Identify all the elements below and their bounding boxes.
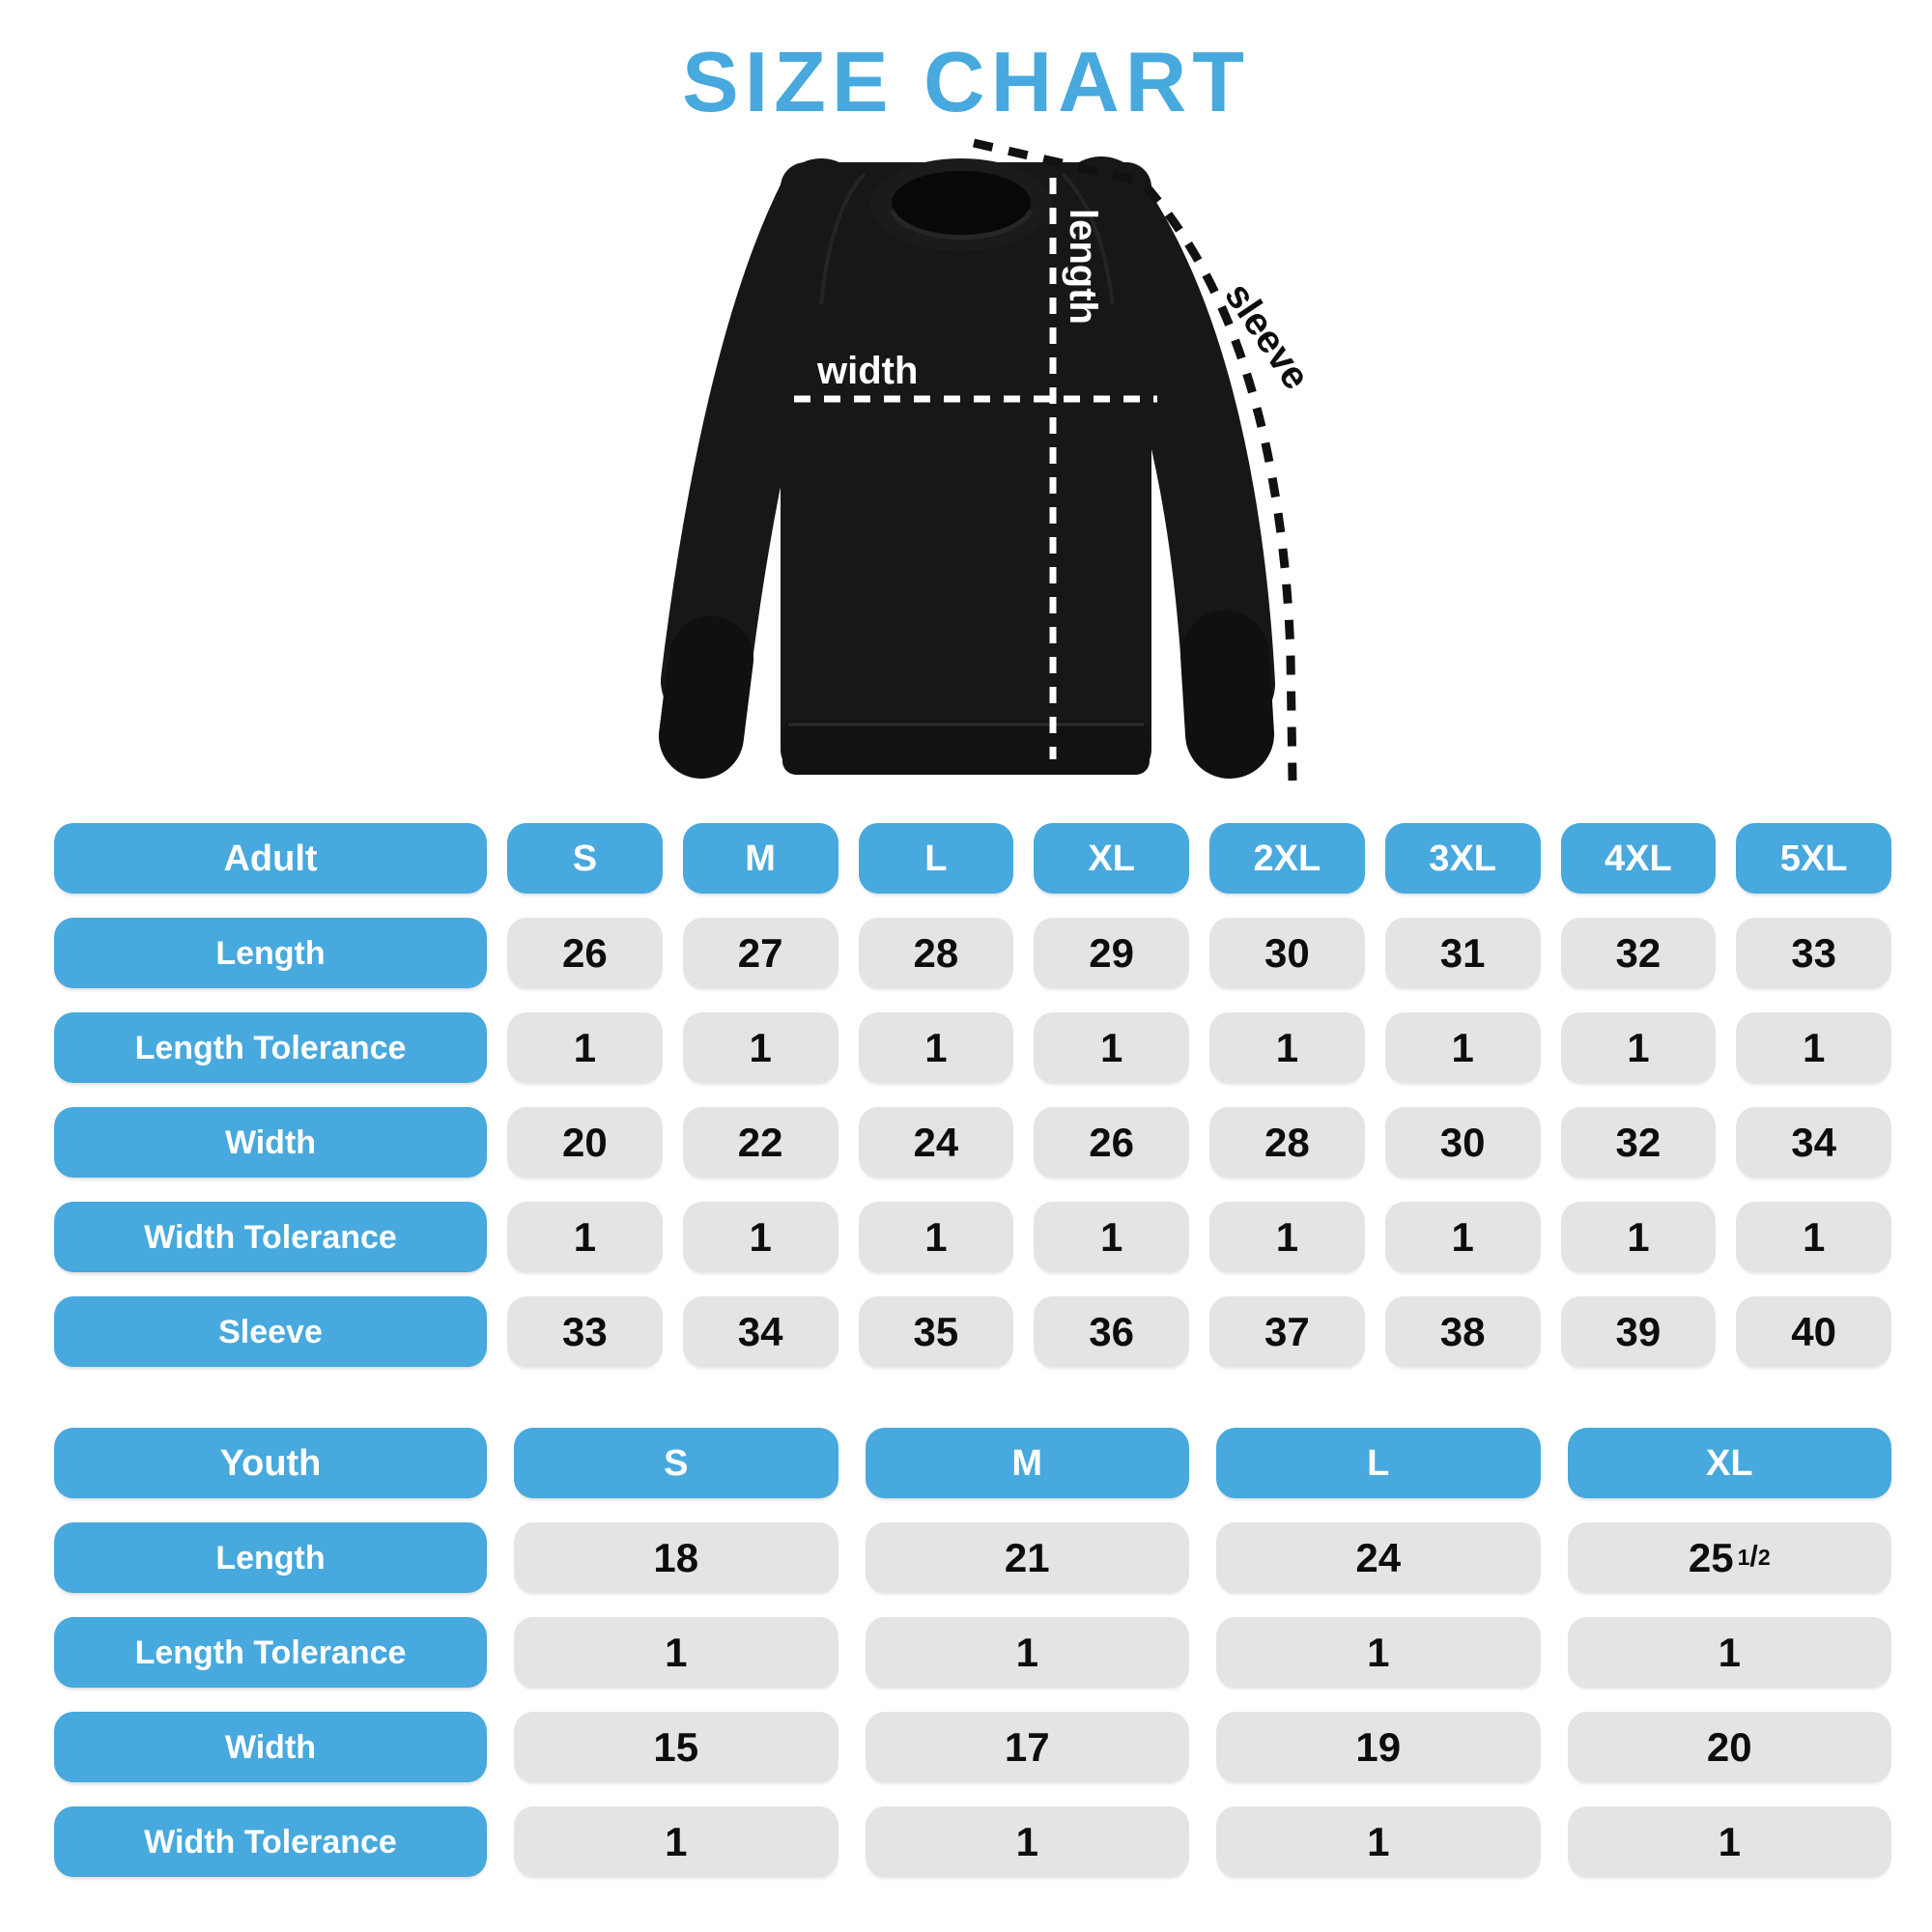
size-value: 1 [1209, 1202, 1365, 1272]
column-header-l: L [859, 823, 1014, 894]
youth-size-table [54, 1428, 1891, 1877]
size-value: 28 [859, 918, 1014, 988]
size-value: 1 [1561, 1202, 1717, 1272]
size-value: 20 [507, 1107, 663, 1178]
size-value: 24 [1216, 1522, 1541, 1593]
column-header-5xl: 5XL [1736, 823, 1891, 894]
sleeve-measure-label: sleeve [1216, 274, 1319, 397]
size-value: 31 [1385, 918, 1541, 988]
size-value: 1 [1736, 1202, 1891, 1272]
column-header-3xl: 3XL [1385, 823, 1541, 894]
sweatshirt-measurement-diagram [541, 106, 1372, 802]
size-value: 1 [683, 1202, 838, 1272]
size-value: 1 [1385, 1012, 1541, 1083]
size-value: 1 [1216, 1806, 1541, 1877]
row-label-sleeve: Sleeve [54, 1296, 487, 1367]
size-value: 26 [1034, 1107, 1189, 1178]
size-value: 20 [1568, 1712, 1892, 1782]
size-value: 1 [1736, 1012, 1891, 1083]
size-value: 1 [1568, 1806, 1892, 1877]
size-value: 30 [1385, 1107, 1541, 1178]
row-label-width: Width [54, 1107, 487, 1178]
column-header-xl: XL [1568, 1428, 1892, 1498]
size-value: 18 [514, 1522, 838, 1593]
size-value: 39 [1561, 1296, 1717, 1367]
size-value: 22 [683, 1107, 838, 1178]
size-value: 1 [1216, 1617, 1541, 1688]
column-header-2xl: 2XL [1209, 823, 1365, 894]
size-value: 17 [866, 1712, 1190, 1782]
size-value: 27 [683, 918, 838, 988]
size-value: 40 [1736, 1296, 1891, 1367]
sweatshirt-right-cuff [1225, 655, 1230, 734]
column-header-m: M [866, 1428, 1190, 1498]
size-value: 30 [1209, 918, 1365, 988]
column-header-xl: XL [1034, 823, 1189, 894]
row-label-width-tolerance: Width Tolerance [54, 1202, 487, 1272]
table-title-adult: Adult [54, 823, 487, 894]
table-title-youth: Youth [54, 1428, 487, 1498]
size-value: 26 [507, 918, 663, 988]
sweatshirt-hem [782, 721, 1150, 775]
size-value: 1 [1034, 1202, 1189, 1272]
size-value: 1 [514, 1617, 838, 1688]
size-value: 28 [1209, 1107, 1365, 1178]
sweatshirt-illustration [541, 106, 1372, 802]
row-label-length: Length [54, 1522, 487, 1593]
size-value: 19 [1216, 1712, 1541, 1782]
size-value: 37 [1209, 1296, 1365, 1367]
size-value: 1 [514, 1806, 838, 1877]
size-value: 33 [1736, 918, 1891, 988]
size-value: 1 [866, 1617, 1190, 1688]
size-value: 15 [514, 1712, 838, 1782]
column-header-m: M [683, 823, 838, 894]
length-measure-label: length [1062, 209, 1104, 325]
column-header-s: S [507, 823, 663, 894]
size-value: 1 [1034, 1012, 1189, 1083]
size-value: 38 [1385, 1296, 1541, 1367]
size-value: 1 [866, 1806, 1190, 1877]
size-value: 24 [859, 1107, 1014, 1178]
size-value: 32 [1561, 1107, 1717, 1178]
size-value: 1 [1209, 1012, 1365, 1083]
size-value: 25 1 / 2 [1568, 1522, 1892, 1593]
size-value: 21 [866, 1522, 1190, 1593]
size-value: 36 [1034, 1296, 1189, 1367]
page-title: SIZE CHART [682, 34, 1250, 129]
size-value: 1 [507, 1202, 663, 1272]
row-label-length-tolerance: Length Tolerance [54, 1012, 487, 1083]
adult-size-table [54, 823, 1891, 1367]
size-value: 1 [1561, 1012, 1717, 1083]
size-value: 32 [1561, 918, 1717, 988]
row-label-width: Width [54, 1712, 487, 1782]
size-value: 1 [859, 1202, 1014, 1272]
sweatshirt-left-cuff [701, 659, 711, 736]
size-value: 34 [683, 1296, 838, 1367]
size-value: 29 [1034, 918, 1189, 988]
column-header-s: S [514, 1428, 838, 1498]
size-value: 34 [1736, 1107, 1891, 1178]
size-value: 1 [507, 1012, 663, 1083]
row-label-length-tolerance: Length Tolerance [54, 1617, 487, 1688]
size-value: 1 [1385, 1202, 1541, 1272]
size-value: 1 [1568, 1617, 1892, 1688]
row-label-length: Length [54, 918, 487, 988]
size-value: 35 [859, 1296, 1014, 1367]
column-header-4xl: 4XL [1561, 823, 1717, 894]
size-value: 1 [683, 1012, 838, 1083]
size-value: 1 [859, 1012, 1014, 1083]
sweatshirt-collar-opening [892, 171, 1031, 235]
width-measure-label: width [817, 350, 919, 392]
size-value: 33 [507, 1296, 663, 1367]
row-label-width-tolerance: Width Tolerance [54, 1806, 487, 1877]
column-header-l: L [1216, 1428, 1541, 1498]
